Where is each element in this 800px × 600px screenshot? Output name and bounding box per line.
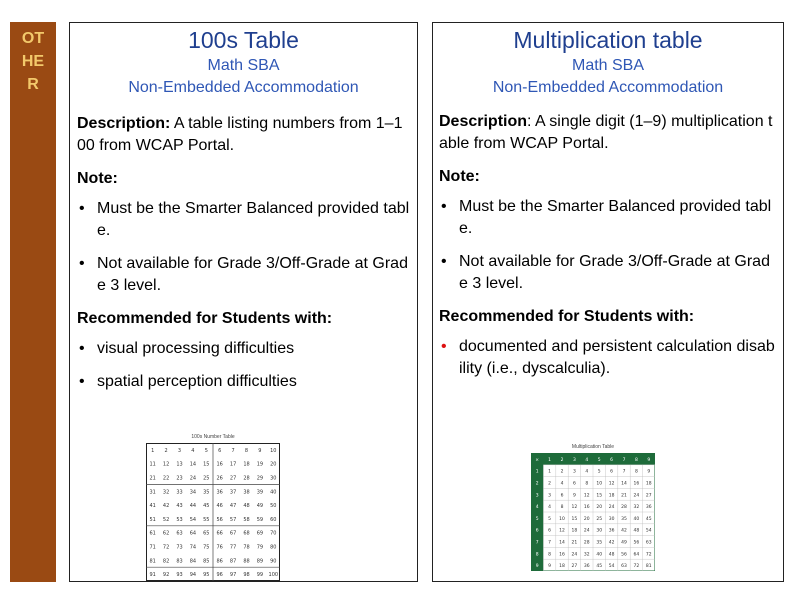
thumbnail-caption: Multiplication Table bbox=[571, 444, 615, 450]
grid-cell-number: 6 bbox=[218, 447, 222, 454]
grid-cell-number: 8 bbox=[535, 552, 539, 558]
grid-cell-number: 27 bbox=[229, 475, 237, 482]
grid-cell-number: 40 bbox=[633, 516, 640, 522]
grid-cell-number: 100 bbox=[268, 572, 279, 579]
grid-cell-number: 32 bbox=[162, 489, 170, 496]
grid-cell-number: 72 bbox=[645, 552, 652, 558]
grid-cell-number: 14 bbox=[559, 540, 565, 546]
grid-cell-number: 14 bbox=[189, 461, 197, 468]
grid-cell-number: 2 bbox=[548, 481, 552, 487]
grid-cell-number: 53 bbox=[176, 516, 183, 523]
grid-cell-number: 10 bbox=[270, 447, 277, 454]
grid-cell-number: 8 bbox=[548, 552, 552, 558]
grid-cell-number: 98 bbox=[243, 572, 250, 579]
card-subtitle-subject: Math SBA bbox=[571, 57, 645, 74]
grid-cell-number: 41 bbox=[149, 503, 156, 510]
grid-cell-number: 8 bbox=[585, 481, 589, 487]
grid-cell-number: 66 bbox=[216, 530, 223, 537]
grid-cell-number: 4 bbox=[585, 457, 589, 463]
grid-cell-number: 24 bbox=[583, 528, 590, 534]
description-text: A table listing numbers from 1–100 from WCAP Portal. bbox=[77, 115, 403, 154]
grid-cell-number: 54 bbox=[189, 516, 197, 523]
grid-cell-number: 2 bbox=[560, 469, 564, 475]
grid-cell-number: 20 bbox=[583, 516, 590, 522]
grid-cell-number: 8 bbox=[244, 447, 249, 454]
grid-cell-number: 5 bbox=[548, 516, 552, 522]
grid-cell-number: 45 bbox=[203, 503, 210, 510]
description-label: Description: bbox=[77, 115, 171, 132]
grid-cell-number: 3 bbox=[177, 447, 182, 454]
grid-cell-number: 19 bbox=[256, 461, 264, 468]
grid-cell-number: 49 bbox=[621, 540, 627, 546]
grid-cell-number: 64 bbox=[633, 552, 640, 558]
grid-cell-number: 5 bbox=[204, 447, 208, 454]
grid-cell-number: 96 bbox=[216, 572, 223, 579]
recommended-list bbox=[70, 338, 417, 393]
grid-cell-number: 56 bbox=[216, 516, 223, 523]
grid-cell-number: 6 bbox=[560, 493, 564, 499]
grid-cell-number: 64 bbox=[189, 530, 197, 537]
grid-cell-number: 55 bbox=[203, 516, 210, 523]
grid-cell-number: 4 bbox=[560, 481, 564, 487]
grid-cell-number: 9 bbox=[572, 493, 576, 499]
grid-cell-number: 36 bbox=[583, 564, 590, 570]
grid-cell-number: 1 bbox=[548, 469, 552, 475]
grid-cell-number: 97 bbox=[229, 572, 237, 579]
note-heading: Note: bbox=[439, 168, 480, 185]
grid-cell-number: 5 bbox=[535, 516, 539, 522]
card-subtitle-type: Non-Embedded Accommodation bbox=[492, 79, 724, 96]
grid-cell-number: 29 bbox=[256, 475, 264, 482]
grid-cell-number: 6 bbox=[572, 481, 576, 487]
grid-cell-number: 10 bbox=[559, 516, 565, 522]
grid-cell-number: 24 bbox=[608, 505, 615, 511]
grid-cell-number: 57 bbox=[229, 516, 237, 523]
grid-cell-number: 17 bbox=[229, 461, 237, 468]
grid-cell-number: 61 bbox=[149, 530, 156, 537]
grid-cell-number: 4 bbox=[191, 447, 195, 454]
category-label: OT HE R bbox=[21, 30, 45, 93]
grid-cell-number: 4 bbox=[585, 469, 589, 475]
grid-cell-number: 93 bbox=[176, 572, 183, 579]
grid-cell-number: 84 bbox=[189, 558, 197, 565]
grid-cell-number: 16 bbox=[216, 461, 223, 468]
grid-cell-number: 8 bbox=[634, 469, 638, 475]
grid-cell-number: 82 bbox=[162, 558, 170, 565]
notes-list bbox=[70, 198, 417, 297]
grid-cell-number: 3 bbox=[535, 493, 539, 499]
grid-cell-number: 21 bbox=[571, 540, 578, 546]
grid-cell-number: 5 bbox=[597, 457, 601, 463]
grid-cell-number: 42 bbox=[608, 540, 615, 546]
multiplication-table-card bbox=[432, 22, 784, 582]
grid-cell-number: 28 bbox=[243, 475, 250, 482]
grid-cell-number: 71 bbox=[149, 544, 156, 551]
grid-cell-number: 7 bbox=[231, 447, 235, 454]
grid-cell-number: 6 bbox=[548, 528, 552, 534]
grid-cell-number: 27 bbox=[571, 564, 578, 570]
grid-cell-number: 2 bbox=[535, 481, 539, 487]
grid-cell-number: 48 bbox=[633, 528, 640, 534]
grid-cell-number: 24 bbox=[633, 493, 640, 499]
grid-cell-number: 63 bbox=[645, 540, 652, 546]
list-item: • documented and persistent calculation disability (i.e., dyscalculia). bbox=[439, 336, 777, 380]
grid-cell-number: 6 bbox=[610, 457, 614, 463]
grid-cell-number: 85 bbox=[203, 558, 210, 565]
hundreds-grid bbox=[146, 443, 280, 581]
grid-cell-number: 54 bbox=[645, 528, 652, 534]
grid-cell-number: 9 bbox=[258, 447, 262, 454]
description bbox=[433, 111, 783, 155]
grid-cell-number: 79 bbox=[256, 544, 264, 551]
grid-cell-number: 30 bbox=[608, 516, 615, 522]
category-sidebar bbox=[10, 22, 56, 582]
recommended-heading: Recommended for Students with: bbox=[439, 308, 695, 325]
grid-cell-number: 51 bbox=[149, 516, 156, 523]
grid-cell-number: 8 bbox=[634, 457, 638, 463]
grid-cell-number: 20 bbox=[270, 461, 277, 468]
list-item: • visual processing difficulties bbox=[77, 338, 411, 360]
grid-cell-number: 16 bbox=[559, 552, 565, 558]
list-item: • spatial perception difficulties bbox=[77, 371, 411, 393]
grid-cell-number: 36 bbox=[645, 505, 652, 511]
grid-cell-number: 32 bbox=[583, 552, 590, 558]
grid-cell-number: 78 bbox=[243, 544, 250, 551]
grid-cell-number: 35 bbox=[621, 516, 627, 522]
note-heading: Note: bbox=[77, 170, 118, 187]
grid-cell-number: 18 bbox=[559, 564, 565, 570]
list-item: • Not available for Grade 3/Off-Grade at Grade 3 level. bbox=[439, 251, 777, 295]
grid-cell-number: 67 bbox=[229, 530, 237, 537]
grid-cell-number: 18 bbox=[645, 481, 652, 487]
multiplication-table-thumbnail bbox=[531, 443, 655, 571]
grid-cell-number: 18 bbox=[608, 493, 615, 499]
grid-cell-number: 49 bbox=[256, 503, 264, 510]
grid-cell-number: 44 bbox=[189, 503, 197, 510]
grid-cell-number: 95 bbox=[203, 572, 210, 579]
grid-cell-number: 15 bbox=[571, 516, 578, 522]
grid-cell-number: 77 bbox=[229, 544, 237, 551]
recommended-heading: Recommended for Students with: bbox=[77, 310, 333, 327]
grid-cell-number: 9 bbox=[647, 457, 651, 463]
grid-cell-number: 40 bbox=[270, 489, 277, 496]
grid-cell-number: 45 bbox=[645, 516, 652, 522]
grid-cell-number: 1 bbox=[151, 447, 155, 454]
grid-cell-number: 24 bbox=[189, 475, 197, 482]
grid-cell-number: 65 bbox=[203, 530, 210, 537]
grid-cell-number: 68 bbox=[243, 530, 250, 537]
list-item: • Must be the Smarter Balanced provided table. bbox=[439, 196, 777, 240]
card-title: 100s Table bbox=[188, 27, 299, 53]
grid-cell-number: 39 bbox=[256, 489, 264, 496]
grid-cell-number: 15 bbox=[596, 493, 603, 499]
grid-cell-number: 81 bbox=[149, 558, 156, 565]
grid-cell-number: 12 bbox=[583, 493, 590, 499]
grid-cell-number: 1 bbox=[548, 457, 552, 463]
grid-cell-number: 15 bbox=[203, 461, 210, 468]
grid-cell-number: 52 bbox=[162, 516, 170, 523]
grid-cell-number: 40 bbox=[596, 552, 603, 558]
grid-cell-number: 38 bbox=[243, 489, 250, 496]
grid-cell-number: 4 bbox=[548, 505, 552, 511]
grid-cell-number: 14 bbox=[621, 481, 627, 487]
grid-cell-number: 74 bbox=[189, 544, 197, 551]
grid-cell-number: 69 bbox=[256, 530, 264, 537]
grid-cell-number: 16 bbox=[633, 481, 640, 487]
grid-cell-number: 88 bbox=[243, 558, 250, 565]
grid-cell-number: 87 bbox=[229, 558, 237, 565]
grid-cell-number: 47 bbox=[229, 503, 237, 510]
grid-cell-number: 75 bbox=[203, 544, 210, 551]
grid-cell-number: 2 bbox=[560, 457, 564, 463]
grid-cell-number: 18 bbox=[571, 528, 578, 534]
grid-cell-number: 7 bbox=[535, 540, 539, 546]
grid-cell-number: 24 bbox=[571, 552, 578, 558]
grid-cell-number: 81 bbox=[645, 564, 652, 570]
grid-cell-number: 6 bbox=[610, 469, 614, 475]
grid-cell-number: 73 bbox=[176, 544, 183, 551]
grid-cell-number: 56 bbox=[633, 540, 640, 546]
grid-cell-number: 9 bbox=[535, 564, 539, 570]
grid-cell-number: 63 bbox=[176, 530, 183, 537]
grid-cell-number: 28 bbox=[621, 505, 627, 511]
grid-cell-number: 92 bbox=[162, 572, 170, 579]
grid-cell-number: 2 bbox=[164, 447, 168, 454]
grid-cell-number: 5 bbox=[597, 469, 601, 475]
notes-list bbox=[433, 196, 783, 295]
grid-cell-number: 63 bbox=[621, 564, 627, 570]
grid-cell-number: 80 bbox=[270, 544, 277, 551]
grid-cell-number: 94 bbox=[189, 572, 197, 579]
grid-cell-number: 13 bbox=[176, 461, 183, 468]
grid-cell-number: 36 bbox=[608, 528, 615, 534]
grid-cell-number: 1 bbox=[535, 469, 539, 475]
grid-cell-number: 3 bbox=[548, 493, 552, 499]
grid-cell-number: 30 bbox=[596, 528, 603, 534]
grid-cell-number: 50 bbox=[270, 503, 277, 510]
grid-cell-number: 43 bbox=[176, 503, 183, 510]
grid-cell-number: 12 bbox=[571, 505, 578, 511]
grid-cell-number: 20 bbox=[596, 505, 603, 511]
grid-cell-number: 72 bbox=[633, 564, 640, 570]
grid-cell-number: 12 bbox=[162, 461, 170, 468]
grid-cell-number: 90 bbox=[270, 558, 277, 565]
grid-cell-number: 45 bbox=[596, 564, 603, 570]
grid-cell-number: 25 bbox=[596, 516, 603, 522]
grid-cell-number: 18 bbox=[243, 461, 250, 468]
grid-cell-number: 99 bbox=[256, 572, 264, 579]
grid-cell-number: 59 bbox=[256, 516, 264, 523]
grid-cell-number: 48 bbox=[608, 552, 615, 558]
card-title: Multiplication table bbox=[513, 27, 703, 53]
grid-cell-number: 34 bbox=[189, 489, 197, 496]
description-label: Description bbox=[439, 113, 528, 130]
grid-cell-number: 6 bbox=[535, 528, 539, 534]
grid-cell-number: 4 bbox=[535, 505, 539, 511]
grid-cell-number: 72 bbox=[162, 544, 170, 551]
grid-cell-number: 12 bbox=[608, 481, 615, 487]
grid-cell-number: 42 bbox=[162, 503, 170, 510]
grid-cell-number: 12 bbox=[559, 528, 565, 534]
grid-cell-number: 3 bbox=[572, 469, 576, 475]
grid-cell-number: 23 bbox=[176, 475, 183, 482]
card-subtitle-subject: Math SBA bbox=[207, 57, 280, 74]
grid-cell-number: 48 bbox=[243, 503, 250, 510]
grid-cell-number: 21 bbox=[149, 475, 156, 482]
grid-cell-number: 36 bbox=[216, 489, 223, 496]
grid-cell-number: 83 bbox=[176, 558, 183, 565]
grid-cell-number: 27 bbox=[645, 493, 652, 499]
grid-cell-number: 28 bbox=[583, 540, 590, 546]
grid-cell-number: 9 bbox=[647, 469, 651, 475]
grid-cell-number: 86 bbox=[216, 558, 223, 565]
description-text: : A single digit (1–9) multiplication table from WCAP Portal. bbox=[439, 113, 773, 152]
grid-cell-number: 11 bbox=[149, 461, 156, 468]
grid-cell-number: 60 bbox=[270, 516, 277, 523]
grid-cell-number: 70 bbox=[270, 530, 277, 537]
grid-cell-number: 7 bbox=[622, 457, 626, 463]
grid-cell-number: 58 bbox=[243, 516, 250, 523]
grid-cell-number: 35 bbox=[203, 489, 210, 496]
grid-cell-number: 10 bbox=[596, 481, 603, 487]
grid-cell-number: 76 bbox=[216, 544, 223, 551]
grid-cell-number: 33 bbox=[176, 489, 183, 496]
grid-cell-number: 7 bbox=[622, 469, 626, 475]
grid-cell-number: 54 bbox=[608, 564, 615, 570]
recommended-list bbox=[433, 336, 783, 380]
grid-cell-number: 21 bbox=[621, 493, 627, 499]
list-item: • Not available for Grade 3/Off-Grade at Grade 3 level. bbox=[77, 253, 411, 297]
thumbnail-caption: 100s Number Table bbox=[191, 434, 235, 440]
hundreds-table-card bbox=[69, 22, 418, 582]
grid-cell-number: 3 bbox=[572, 457, 576, 463]
grid-cell-number: 56 bbox=[621, 552, 627, 558]
grid-cell-number: 32 bbox=[633, 505, 640, 511]
grid-cell-number: 42 bbox=[621, 528, 627, 534]
grid-cell-number: 62 bbox=[162, 530, 170, 537]
grid-cell-number: 22 bbox=[162, 475, 170, 482]
grid-cell-number: 35 bbox=[596, 540, 603, 546]
hundreds-table-thumbnail bbox=[146, 433, 280, 582]
grid-cell-number: 46 bbox=[216, 503, 223, 510]
list-item: • Must be the Smarter Balanced provided table. bbox=[77, 198, 411, 242]
grid-cell-number: 25 bbox=[203, 475, 210, 482]
grid-cell-number: 89 bbox=[256, 558, 264, 565]
grid-cell-number: 7 bbox=[548, 540, 552, 546]
grid-cell-number: 8 bbox=[560, 505, 564, 511]
grid-cell-number: 37 bbox=[229, 489, 237, 496]
grid-cell-number: 26 bbox=[216, 475, 223, 482]
card-subtitle-type: Non-Embedded Accommodation bbox=[128, 79, 359, 96]
grid-cell-number: 31 bbox=[149, 489, 156, 496]
grid-cell-number: 16 bbox=[583, 505, 590, 511]
grid-cell-number: 30 bbox=[270, 475, 277, 482]
description bbox=[70, 113, 417, 157]
grid-cell-number: 91 bbox=[149, 572, 156, 579]
grid-cell-number: × bbox=[535, 457, 540, 463]
multiplication-grid bbox=[531, 453, 655, 571]
grid-cell-number: 9 bbox=[548, 564, 552, 570]
